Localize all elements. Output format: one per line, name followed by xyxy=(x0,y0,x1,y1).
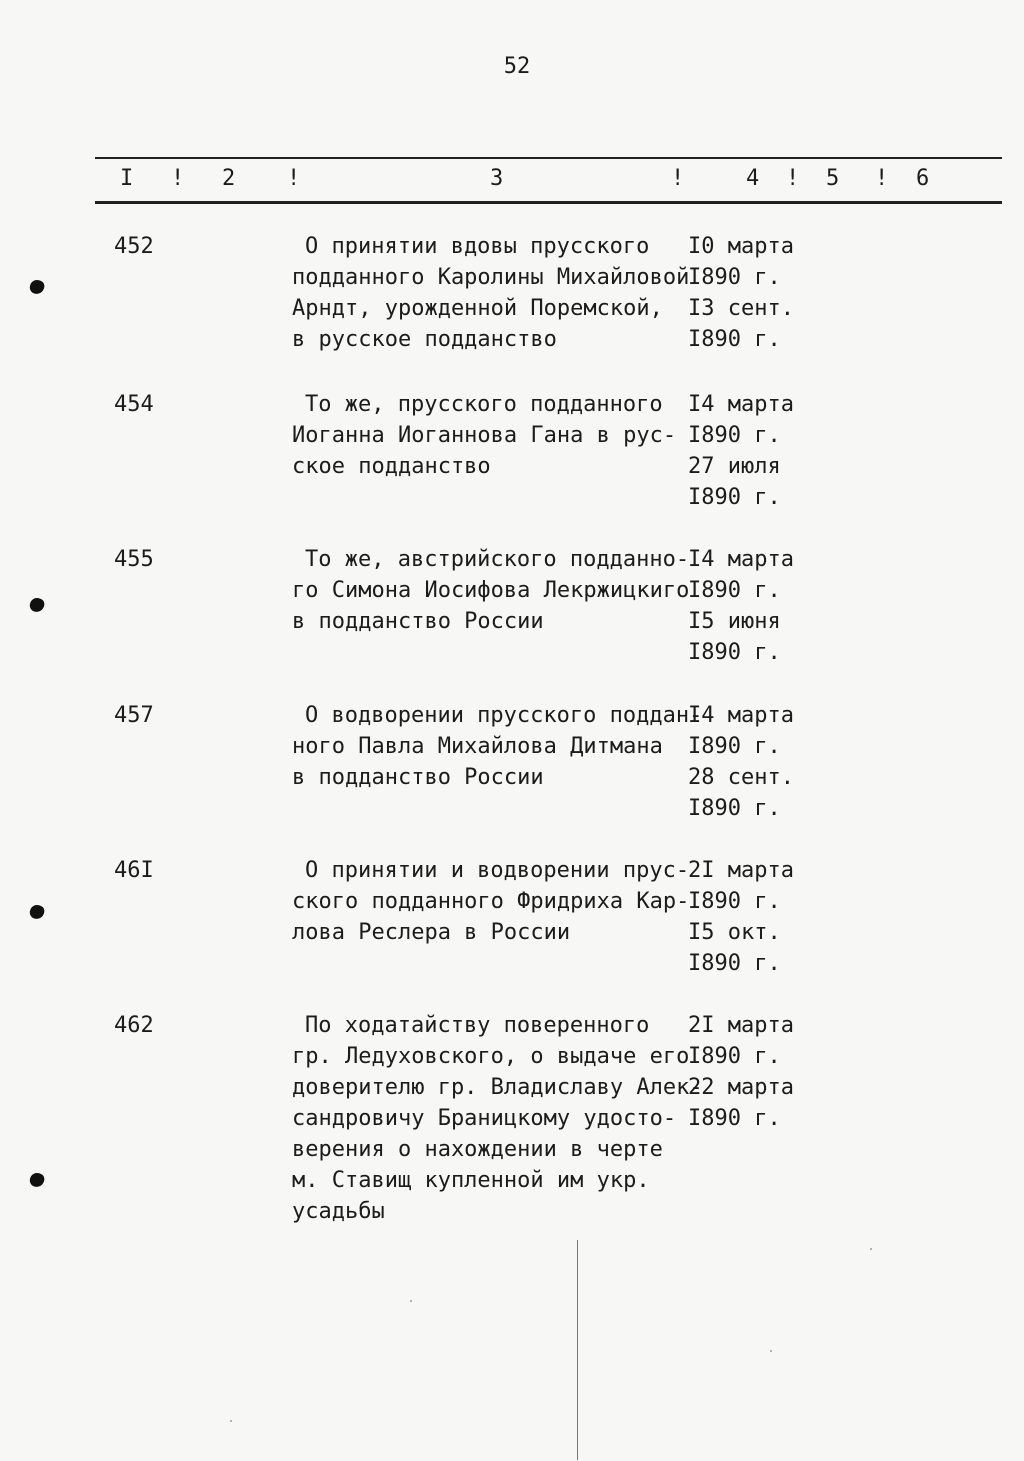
table-header-bottom-rule xyxy=(95,201,1002,204)
description-line: ского подданного Фридриха Кар- xyxy=(292,889,690,914)
description-line: лова Реслера в России xyxy=(292,920,571,945)
entry-description xyxy=(292,700,703,793)
description-line: О принятии вдовы прусского xyxy=(305,234,650,259)
date-line: I5 окт. xyxy=(688,920,781,945)
date-line: I890 г. xyxy=(688,265,781,290)
column-header-4: 4 xyxy=(746,166,760,191)
column-separator: ! xyxy=(786,166,800,191)
description-line: гр. Ледуховского, о выдаче его xyxy=(292,1044,690,1069)
description-line: верения о нахождении в черте xyxy=(292,1137,663,1162)
entry-description xyxy=(292,855,690,948)
date-line: 2I марта xyxy=(688,1013,794,1038)
description-line: в подданство России xyxy=(292,765,544,790)
entry-dates xyxy=(688,855,828,979)
table-header-top-rule xyxy=(95,157,1002,159)
description-line: ного Павла Михайлова Дитмана xyxy=(292,734,663,759)
date-line: I890 г. xyxy=(688,423,781,448)
entry-number: 457 xyxy=(114,703,154,728)
entry-number: 455 xyxy=(114,547,154,572)
description-line: го Симона Иосифова Лекржицкиго xyxy=(292,578,690,603)
description-line: То же, австрийского подданно- xyxy=(305,547,690,572)
column-separator: ! xyxy=(287,166,301,191)
entry-dates xyxy=(688,700,828,824)
date-line: 28 сент. xyxy=(688,765,794,790)
description-line: м. Ставищ купленной им укр. xyxy=(292,1168,650,1193)
date-line: I890 г. xyxy=(688,1106,781,1131)
punch-hole-mark xyxy=(28,596,46,614)
date-line: I890 г. xyxy=(688,889,781,914)
date-line: I4 марта xyxy=(688,547,794,572)
date-line: 22 марта xyxy=(688,1075,794,1100)
entry-number: 452 xyxy=(114,234,154,259)
entry-number: 454 xyxy=(114,392,154,417)
entry-description xyxy=(292,544,690,637)
column-separator: ! xyxy=(671,166,685,191)
column-header-5: 5 xyxy=(826,166,840,191)
margin-line xyxy=(577,1240,578,1460)
column-header-2: 2 xyxy=(222,166,236,191)
column-header-3: 3 xyxy=(490,166,504,191)
date-line: I890 г. xyxy=(688,485,781,510)
entry-dates xyxy=(688,544,828,668)
entry-number: 462 xyxy=(114,1013,154,1038)
description-line: в подданство России xyxy=(292,609,544,634)
scan-speck xyxy=(870,1248,872,1250)
entry-dates xyxy=(688,389,828,513)
date-line: I890 г. xyxy=(688,327,781,352)
date-line: I4 марта xyxy=(688,703,794,728)
description-line: ское подданство xyxy=(292,454,491,479)
entry-description xyxy=(292,389,687,482)
scan-speck xyxy=(230,1420,232,1422)
entry-description xyxy=(292,231,690,355)
column-separator: ! xyxy=(875,166,889,191)
description-line: усадьбы xyxy=(292,1199,385,1224)
entry-dates xyxy=(688,1010,828,1134)
scan-speck xyxy=(410,1300,412,1302)
date-line: I890 г. xyxy=(688,951,781,976)
page-number: 52 xyxy=(503,54,531,79)
date-line: 27 июля xyxy=(688,454,781,479)
punch-hole-mark xyxy=(28,1171,46,1189)
date-line: I890 г. xyxy=(688,1044,781,1069)
punch-hole-mark xyxy=(28,278,46,296)
scan-speck xyxy=(770,1350,772,1352)
description-line: подданного Каролины Михайловой xyxy=(292,265,690,290)
description-line: сандровичу Браницкому удосто- xyxy=(292,1106,677,1131)
column-header-1: I xyxy=(120,166,134,191)
punch-hole-mark xyxy=(28,903,46,921)
column-header-6: 6 xyxy=(916,166,930,191)
description-line: Арндт, урожденной Поремской, xyxy=(292,296,663,321)
date-line: I890 г. xyxy=(688,734,781,759)
entry-number: 46I xyxy=(114,858,154,883)
description-line: Иоганна Иоганнова Гана в рус- xyxy=(292,423,677,448)
date-line: I890 г. xyxy=(688,640,781,665)
date-line: 2I марта xyxy=(688,858,794,883)
description-line: в русское подданство xyxy=(292,327,557,352)
date-line: I890 г. xyxy=(688,796,781,821)
date-line: I890 г. xyxy=(688,578,781,603)
date-line: I4 марта xyxy=(688,392,794,417)
date-line: I3 сент. xyxy=(688,296,794,321)
description-line: доверителю гр. Владиславу Алек- xyxy=(292,1075,703,1100)
description-line: По ходатайству поверенного xyxy=(305,1013,650,1038)
date-line: I5 июня xyxy=(688,609,781,634)
date-line: I0 марта xyxy=(688,234,794,259)
description-line: То же, прусского подданного xyxy=(305,392,663,417)
entry-description xyxy=(292,1010,703,1227)
description-line: О водворении прусского поддан- xyxy=(305,703,703,728)
description-line: О принятии и водворении прус- xyxy=(305,858,690,883)
entry-dates xyxy=(688,231,828,355)
column-separator: ! xyxy=(171,166,185,191)
